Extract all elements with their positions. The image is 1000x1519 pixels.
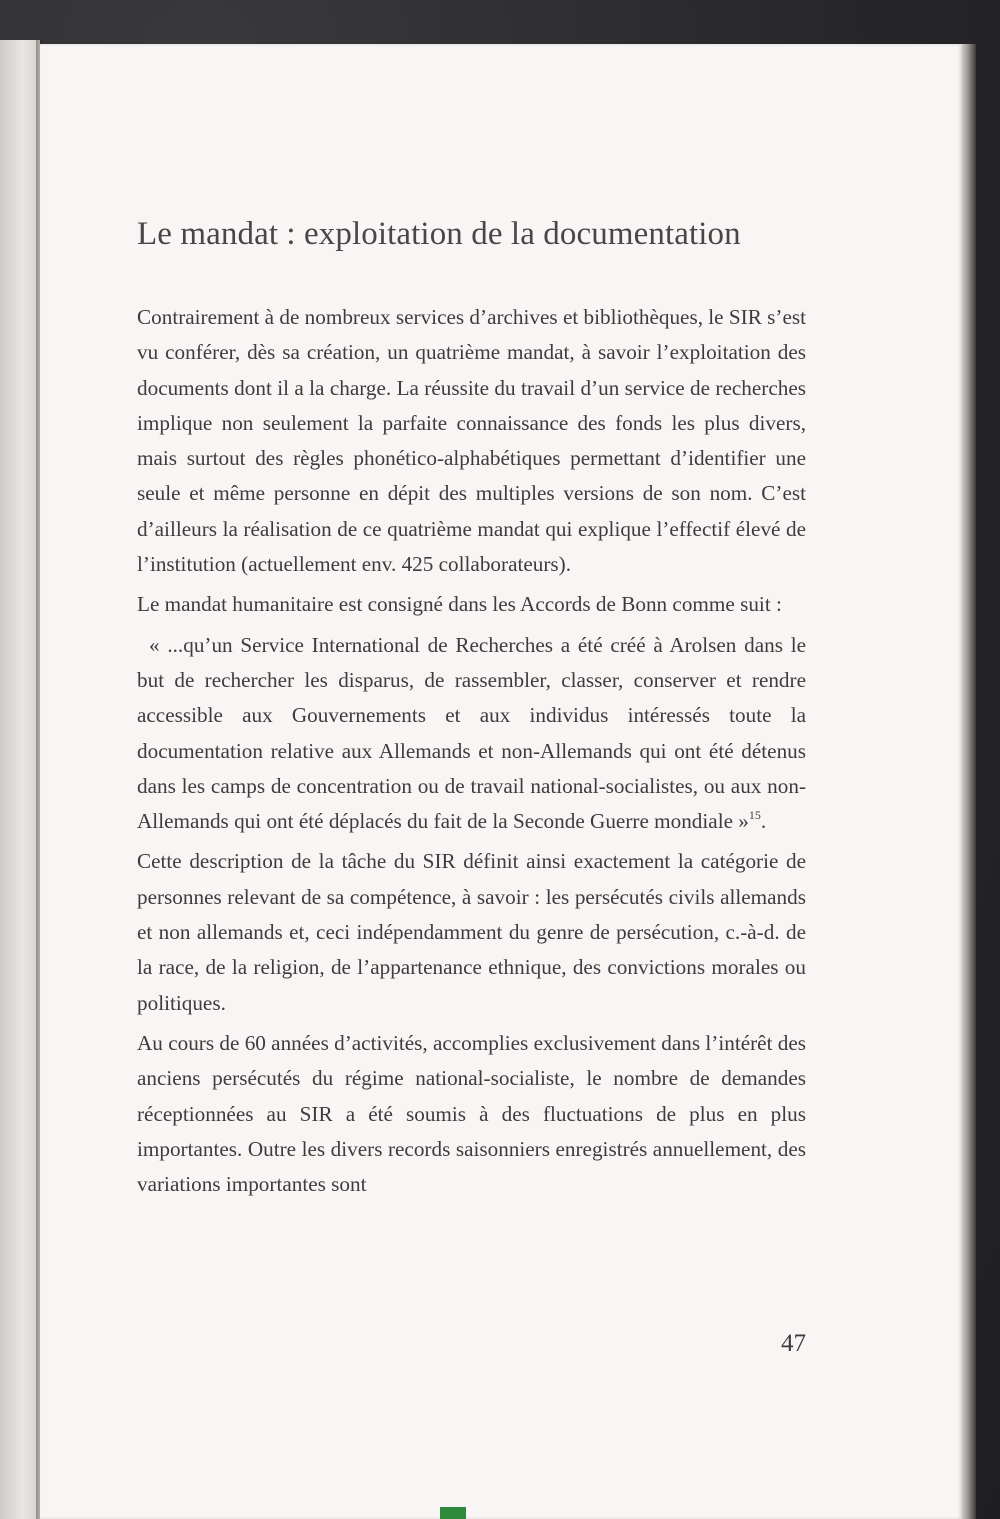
paragraph-mandate-intro: Contrairement à de nombreux services d’archives et bibliothèques, le SIR s’est vu conférer, dès sa création, un quatrième mandat, à savoir l’exploitation des documents dont il a la charge. La réussite du travail d’un service de recherches implique non seulement la parfaite connaissance des fonds les plus divers, mais surtout des règles phonético-alphabétiques permettant d’identifier une seule et même personne en dépit des multiples versions de son nom. C’est d’ailleurs la réalisation de ce quatrième mandat qui explique l’effectif élevé de l’institution (actuellement env. 425 collaborateurs). bbox=[137, 305, 806, 577]
page-number: 47 bbox=[781, 1330, 806, 1357]
scan-color-marker bbox=[440, 1507, 466, 1519]
paragraph-task-description: Cette description de la tâche du SIR définit ainsi exactement la catégorie de personnes relevant de sa compétence, à savoir : les persécutés civils allemands et non allemands et, ceci indépendamment du genre de persécution, c.-à-d. de la race, de la religion, de l’appartenance ethnique, des convictions morales ou politiques. bbox=[137, 849, 806, 1015]
footnote-reference: 15 bbox=[748, 808, 761, 823]
paragraph-humanitarian-mandate: Le mandat humanitaire est consigné dans les Accords de Bonn comme suit : bbox=[137, 592, 782, 617]
chapter-title: Le mandat : exploitation de la documentation bbox=[137, 216, 741, 252]
body-text bbox=[137, 300, 806, 1202]
bonn-quote-text: « ...qu’un Service International de Recherches a été créé à Arolsen dans le but de rechercher les disparus, de rassembler, classer, conserver et rendre accessible aux Gouvernements et aux individus intéressés toute la documentation relative aux Allemands et non-Allemands qui ont été détenus dans les camps de concentration ou de travail national-socialistes, ou aux non-Allemands qui ont été déplacés du fait de la Seconde Guerre mondiale » bbox=[137, 632, 806, 834]
paragraph-sixty-years: Au cours de 60 années d’activités, accomplies exclusivement dans l’intérêt des anciens persécutés du régime national-socialiste, le nombre de demandes réceptionnées au SIR a été soumis à des fluctuations de plus en plus importantes. Outre les divers records saisonniers enregistrés annuellement, des variations importantes sont bbox=[137, 1030, 806, 1197]
paragraph-bonn-quote bbox=[137, 628, 806, 840]
page-stack-edge bbox=[962, 44, 976, 1519]
bonn-quote-trailing: . bbox=[760, 809, 767, 834]
previous-page-edge bbox=[0, 40, 40, 1519]
